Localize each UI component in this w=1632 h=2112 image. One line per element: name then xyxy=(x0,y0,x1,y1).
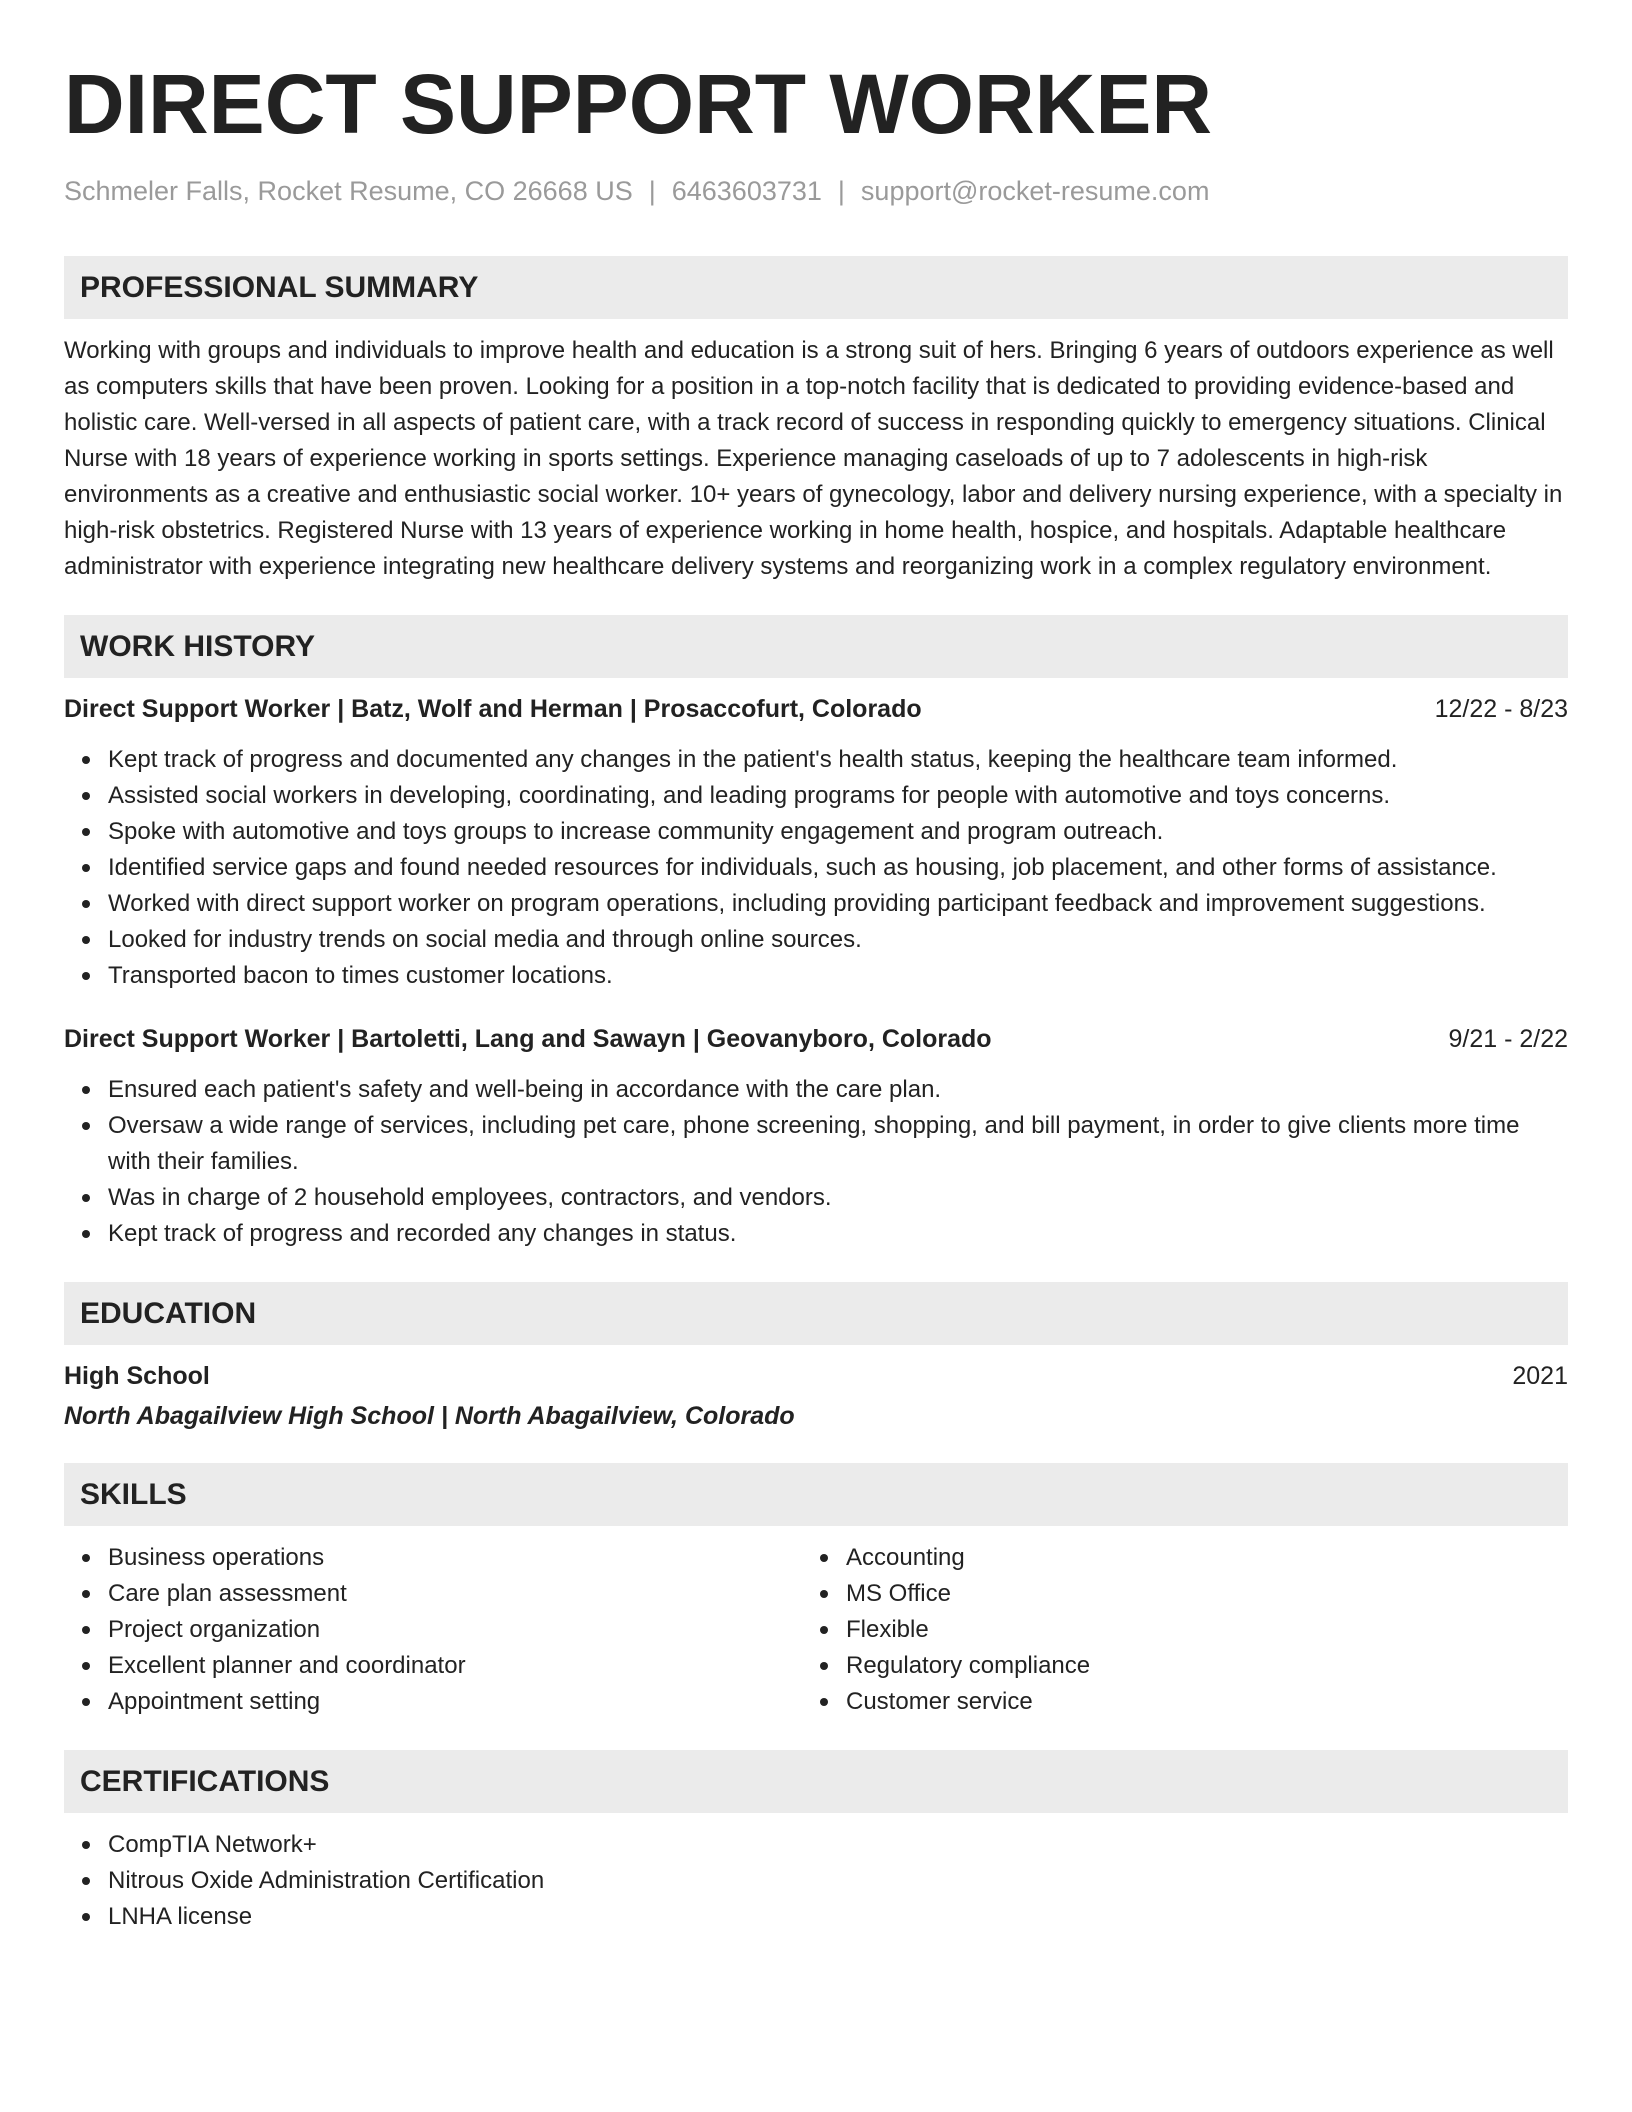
education-entry xyxy=(64,1359,1568,1433)
job-bullet: Worked with direct support worker on program operations, including providing participant feedback and improvement suggestions. xyxy=(108,886,1568,922)
job-bullet: Kept track of progress and documented any changes in the patient's health status, keeping the healthcare team informed. xyxy=(108,742,1568,778)
job-bullet: Oversaw a wide range of services, including pet care, phone screening, shopping, and bill payment, in order to give clients more time with their families. xyxy=(108,1108,1568,1180)
job-bullet: Assisted social workers in developing, coordinating, and leading programs for people with automotive and toys concerns. xyxy=(108,778,1568,814)
certification-item: LNHA license xyxy=(108,1899,1568,1935)
skill-item: Accounting xyxy=(846,1540,1540,1576)
job-bullet: Was in charge of 2 household employees, contractors, and vendors. xyxy=(108,1180,1568,1216)
job-entry xyxy=(64,692,1568,994)
section-header-skills: SKILLS xyxy=(64,1463,1568,1526)
contact-separator: | xyxy=(837,176,845,206)
skill-item: Appointment setting xyxy=(108,1684,802,1720)
job-header xyxy=(64,692,1568,726)
skill-item: Flexible xyxy=(846,1612,1540,1648)
education-year: 2021 xyxy=(1512,1362,1568,1390)
contact-address: Schmeler Falls, Rocket Resume, CO 26668 US xyxy=(64,176,633,206)
skill-item: MS Office xyxy=(846,1576,1540,1612)
skill-item: Project organization xyxy=(108,1612,802,1648)
certification-item: CompTIA Network+ xyxy=(108,1827,1568,1863)
certification-item: Nitrous Oxide Administration Certification xyxy=(108,1863,1568,1899)
skills-column-left xyxy=(64,1540,802,1720)
skills-list xyxy=(802,1540,1540,1720)
job-dates: 9/21 - 2/22 xyxy=(1448,1025,1568,1053)
skills-column-right xyxy=(802,1540,1540,1720)
job-bullet: Looked for industry trends on social media and through online sources. xyxy=(108,922,1568,958)
skill-item: Regulatory compliance xyxy=(846,1648,1540,1684)
education-degree: High School xyxy=(64,1362,210,1390)
contact-phone: 6463603731 xyxy=(671,176,822,206)
job-bullet: Kept track of progress and recorded any changes in status. xyxy=(108,1216,1568,1252)
skill-item: Excellent planner and coordinator xyxy=(108,1648,802,1684)
contact-email: support@rocket-resume.com xyxy=(860,176,1210,206)
job-bullets xyxy=(64,742,1568,994)
skills-grid xyxy=(64,1540,1568,1720)
job-title: Direct Support Worker | Bartoletti, Lang and Sawayn | Geovanyboro, Colorado xyxy=(64,1025,992,1053)
skill-item: Care plan assessment xyxy=(108,1576,802,1612)
contact-separator: | xyxy=(648,176,656,206)
job-dates: 12/22 - 8/23 xyxy=(1434,695,1568,723)
job-header xyxy=(64,1022,1568,1056)
candidate-name: DIRECT SUPPORT WORKER xyxy=(64,57,1213,151)
summary-text: Working with groups and individuals to improve health and education is a strong suit of hers. Bringing 6 years of outdoors experience as well as computers skills that have been proven. Looking for a position in a top-notch facility that is dedicated to providing evidence-based and holistic care. Well-versed in all aspects of patient care, with a track record of success in responding quickly to emergency situations. Clinical Nurse with 18 years of experience working in sports settings. Experience managing caseloads of up to 7 adolescents in high-risk environments as a creative and enthusiastic social worker. 10+ years of gynecology, labor and delivery nursing experience, with a specialty in high-risk obstetrics. Registered Nurse with 13 years of experience working in home health, hospice, and hospitals. Adaptable healthcare administrator with experience integrating new healthcare delivery systems and reorganizing work in a complex regulatory environment. xyxy=(64,337,1563,580)
skills-list xyxy=(64,1540,802,1720)
job-bullets xyxy=(64,1072,1568,1252)
contact-line xyxy=(64,174,1568,208)
section-header-summary: PROFESSIONAL SUMMARY xyxy=(64,256,1568,319)
job-title: Direct Support Worker | Batz, Wolf and Herman | Prosaccofurt, Colorado xyxy=(64,695,922,723)
job-entry xyxy=(64,1022,1568,1252)
section-header-work-history: WORK HISTORY xyxy=(64,615,1568,678)
job-bullet: Ensured each patient's safety and well-being in accordance with the care plan. xyxy=(108,1072,1568,1108)
section-header-certifications: CERTIFICATIONS xyxy=(64,1750,1568,1813)
job-bullet: Spoke with automotive and toys groups to increase community engagement and program outreach. xyxy=(108,814,1568,850)
section-header-education: EDUCATION xyxy=(64,1282,1568,1345)
skill-item: Customer service xyxy=(846,1684,1540,1720)
education-school: North Abagailview High School | North Abagailview, Colorado xyxy=(64,1402,795,1430)
job-bullet: Transported bacon to times customer locations. xyxy=(108,958,1568,994)
job-bullet: Identified service gaps and found needed resources for individuals, such as housing, job placement, and other forms of assistance. xyxy=(108,850,1568,886)
certifications-list xyxy=(64,1827,1568,1935)
skill-item: Business operations xyxy=(108,1540,802,1576)
education-header xyxy=(64,1359,1568,1393)
